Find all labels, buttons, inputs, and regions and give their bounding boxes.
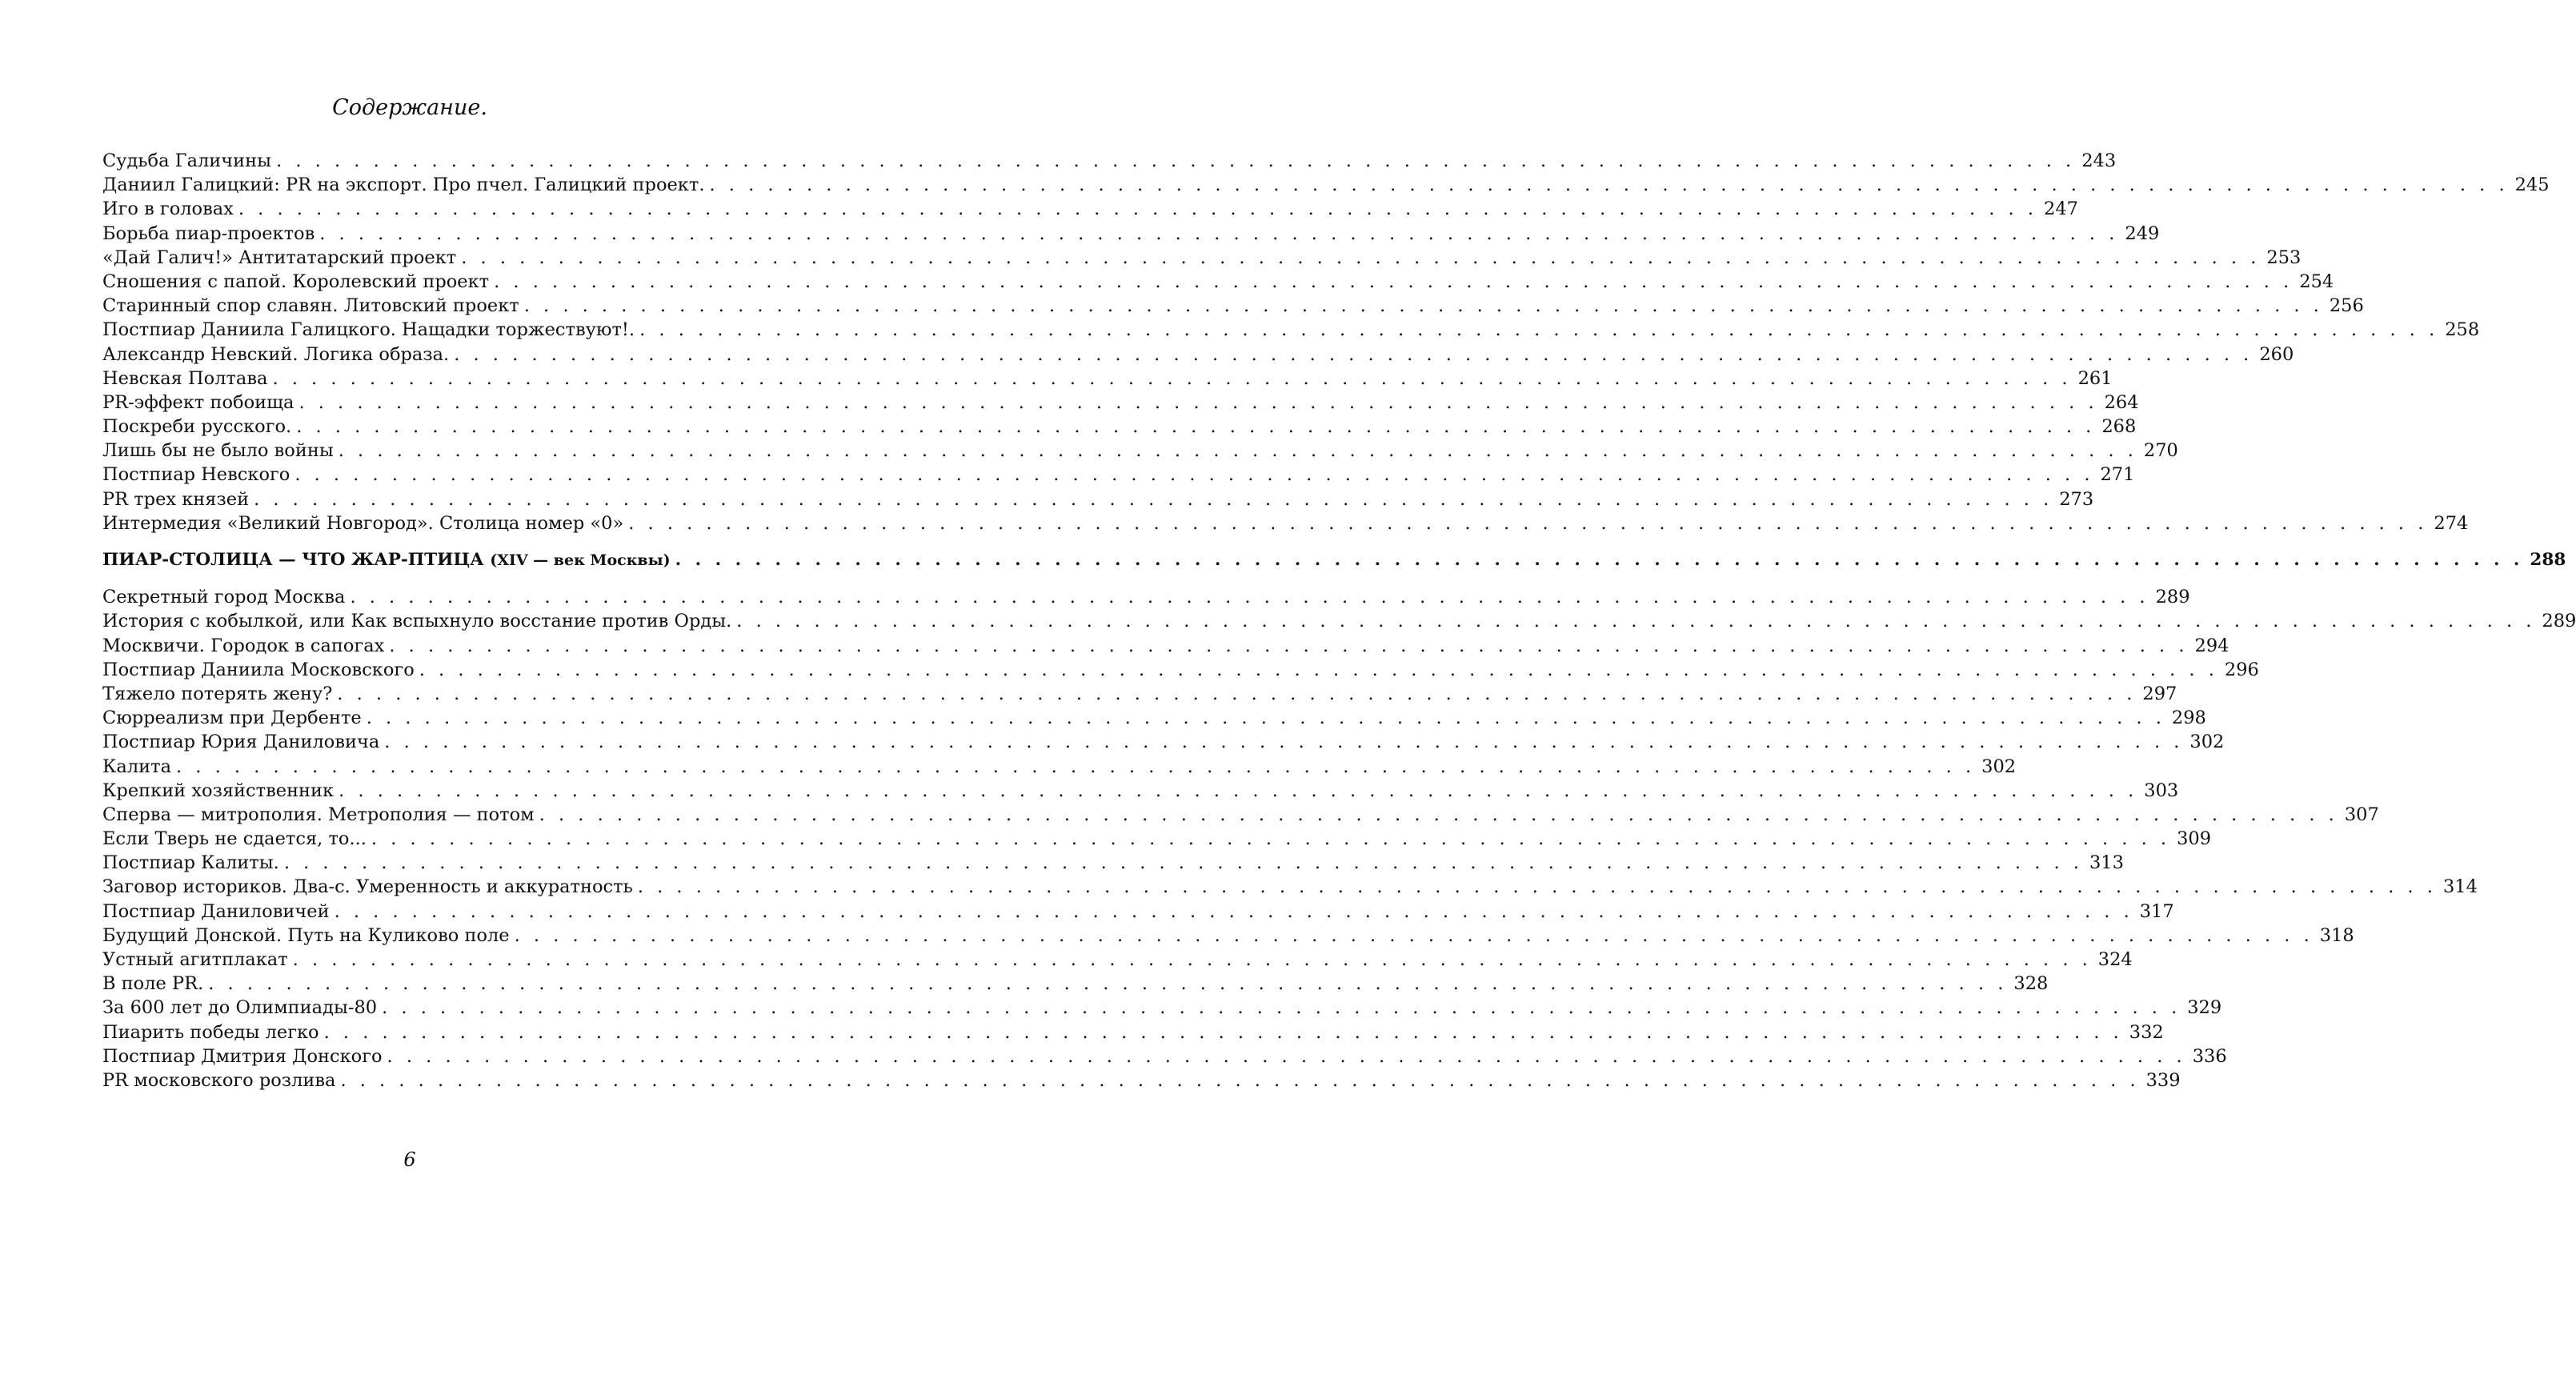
dot-leader: [290, 463, 2093, 487]
toc-entry-title: Лишь бы не было войны: [102, 440, 334, 462]
dot-leader: [535, 803, 2338, 827]
toc-entry-page: 317: [2139, 900, 2174, 922]
toc-entry-page: 302: [2189, 732, 2225, 753]
toc-entry-page: 303: [2144, 780, 2179, 801]
page-number: 6: [403, 1148, 416, 1171]
toc-entry[interactable]: [102, 851, 2124, 875]
toc-entry-title: Постпиар Даниловичей: [102, 900, 330, 922]
toc-entry-title: Постпиар Невского: [102, 464, 290, 486]
toc-entry-page: 296: [2224, 659, 2259, 680]
toc-entry-title: «Дай Галич!» Антитатарский проект: [102, 247, 457, 268]
dot-leader: [249, 487, 2053, 511]
toc-entry-page: 247: [2044, 198, 2078, 220]
dot-leader: [203, 972, 2007, 996]
dot-leader: [510, 924, 2314, 948]
toc-entry-page: 289: [2155, 587, 2190, 608]
toc-entry[interactable]: [102, 779, 2179, 803]
dot-leader: [291, 415, 2095, 439]
toc-group-moscow: [102, 585, 2576, 1092]
dot-leader: [384, 634, 2188, 658]
dot-leader: [334, 439, 2137, 463]
toc-entry-title: Сюрреализм при Дербенте: [102, 708, 362, 729]
toc-entry[interactable]: [102, 1068, 2181, 1092]
toc-entry[interactable]: [102, 415, 2137, 439]
toc-entry-title: Александр Невский. Логика образа.: [102, 343, 450, 365]
section-title-text: ПИАР-СТОЛИЦА — ЧТО ЖАР-ПТИЦА: [102, 550, 484, 570]
toc-entry-title: Москвичи. Городок в сапогах: [102, 635, 385, 656]
dot-leader: [335, 1068, 2139, 1092]
dot-leader: [519, 294, 2323, 318]
toc-entry-page: 274: [2434, 512, 2469, 534]
toc-entry[interactable]: [102, 609, 2576, 633]
toc-entry-title: Постпиар Даниила Галицкого. Нащадки торжествуют!.: [102, 319, 635, 341]
toc-entry-title: Поскреби русского.: [102, 416, 292, 438]
dot-leader: [332, 682, 2136, 706]
toc-entry-title: Будущий Донской. Путь на Куликово поле: [102, 924, 510, 946]
dot-leader: [171, 755, 1975, 779]
toc-entry-title: Сперва — митрополия. Метрополия — потом: [102, 804, 535, 825]
toc-entry[interactable]: [102, 149, 2117, 173]
toc-group-galicia: [102, 149, 2550, 535]
toc-entry-title: Постпиар Юрия Даниловича: [102, 732, 380, 753]
toc-entry-title: Постпиар Калиты.: [102, 852, 279, 874]
dot-leader: [377, 996, 2181, 1020]
dot-leader: [314, 222, 2118, 246]
dot-leader: [362, 706, 2165, 730]
dot-leader: [334, 779, 2137, 803]
toc-entry-title: Если Тверь не сдается, то...: [102, 828, 367, 850]
toc-entry-title: Крепкий хозяйственник: [102, 780, 335, 801]
toc-entry-page: 309: [2177, 828, 2212, 850]
toc-entry-page: 261: [2077, 367, 2113, 389]
toc-entry-title: Борьба пиар-проектов: [102, 222, 315, 244]
toc-entry[interactable]: [102, 318, 2480, 342]
toc-entry-page: 302: [1981, 756, 2017, 777]
dot-leader: [234, 197, 2037, 221]
toc-entry-title: PR московского розлива: [102, 1069, 336, 1091]
toc-entry-page: 307: [2344, 804, 2379, 825]
toc-entry-page: 329: [2187, 997, 2222, 1019]
toc-entry[interactable]: [102, 511, 2469, 535]
dot-leader: [279, 851, 2083, 875]
toc-entry-page: 297: [2142, 683, 2177, 704]
dot-leader: [288, 948, 2092, 972]
dot-leader: [330, 900, 2133, 924]
toc-entry-page: 339: [2145, 1069, 2181, 1091]
toc-entry[interactable]: [102, 875, 2478, 899]
toc-entry[interactable]: [102, 367, 2113, 391]
toc-entry[interactable]: [102, 1044, 2227, 1068]
toc-entry-title: Пиарить победы легко: [102, 1021, 319, 1043]
dot-leader: [635, 318, 2438, 342]
dot-leader: [294, 391, 2097, 415]
toc-entry[interactable]: [102, 900, 2174, 924]
toc-entry-page: 273: [2059, 488, 2094, 510]
dot-leader: [704, 173, 2508, 197]
toc-entry[interactable]: [102, 658, 2259, 682]
toc-entry-title: Невская Полтава: [102, 367, 268, 389]
toc-entry-title: PR трех князей: [102, 488, 250, 510]
page-title: Содержание.: [332, 95, 487, 120]
section-page-number: 288: [2530, 550, 2566, 570]
toc-entry[interactable]: [102, 634, 2229, 658]
toc-entry[interactable]: [102, 1020, 2164, 1044]
toc-entry-title: Старинный спор славян. Литовский проект: [102, 295, 519, 317]
toc-entry[interactable]: [102, 439, 2178, 463]
toc-entry[interactable]: [102, 487, 2094, 511]
toc-entry-page: 264: [2104, 391, 2139, 413]
toc-entry-page: 314: [2442, 876, 2478, 898]
toc-entry-page: 271: [2100, 464, 2135, 486]
toc-entry-page: 324: [2097, 949, 2133, 970]
toc-entry-title: Иго в головах: [102, 198, 234, 220]
dot-leader: [383, 1044, 2186, 1068]
toc-entry-page: 249: [2125, 222, 2160, 244]
dot-leader: [489, 270, 2293, 294]
toc-entry[interactable]: [102, 585, 2190, 609]
dot-leader: [345, 585, 2149, 609]
toc-entry-page: 253: [2266, 247, 2302, 268]
toc-entry-page: 328: [2013, 973, 2049, 995]
toc-entry[interactable]: [102, 270, 2334, 294]
toc-entry-title: За 600 лет до Олимпиады-80: [102, 997, 378, 1019]
toc-entry-page: 258: [2445, 319, 2480, 341]
dot-leader: [633, 875, 2437, 899]
toc-entry-page: 298: [2171, 708, 2206, 729]
toc-entry[interactable]: [102, 948, 2133, 972]
toc-entry[interactable]: [102, 173, 2550, 197]
toc-entry[interactable]: [102, 197, 2078, 221]
toc-entry-page: 245: [2514, 174, 2550, 196]
toc-entry-page: 260: [2259, 343, 2294, 365]
dot-leader: [731, 609, 2535, 633]
toc-entry-page: 313: [2089, 852, 2124, 874]
toc-entry[interactable]: [102, 924, 2354, 948]
toc-entry[interactable]: [102, 803, 2379, 827]
toc-entry[interactable]: [102, 682, 2177, 706]
table-of-contents: [102, 149, 2576, 1092]
toc-entry-title: Заговор историков. Два-с. Умеренность и аккуратность: [102, 876, 633, 898]
toc-entry-page: 256: [2329, 295, 2364, 317]
dot-leader: [456, 246, 2260, 270]
toc-entry-title: Секретный город Москва: [102, 587, 346, 608]
toc-entry-page: 336: [2192, 1045, 2227, 1067]
section-heading[interactable]: [102, 548, 2566, 572]
toc-entry[interactable]: [102, 294, 2364, 318]
toc-entry-title: Даниил Галицкий: PR на экспорт. Про пчел. Галицкий проект.: [102, 174, 705, 196]
dot-leader: [671, 548, 2524, 572]
toc-entry-page: 243: [2081, 150, 2117, 171]
toc-entry[interactable]: [102, 827, 2212, 851]
toc-entry-title: История с кобылкой, или Как вспыхнуло восстание против Орды.: [102, 611, 732, 632]
toc-entry-title: Устный агитплакат: [102, 949, 288, 970]
toc-entry-title: В поле PR.: [102, 973, 204, 995]
toc-entry[interactable]: [102, 343, 2294, 367]
toc-entry-title: PR-эффект побоища: [102, 391, 294, 413]
toc-entry-title: Постпиар Даниила Московского: [102, 659, 415, 680]
toc-entry[interactable]: [102, 222, 2160, 246]
toc-entry[interactable]: [102, 972, 2049, 996]
toc-entry-page: 294: [2194, 635, 2229, 656]
dot-leader: [271, 149, 2075, 173]
section-subtitle: (XIV — век Москвы): [490, 551, 671, 569]
toc-entry-page: 332: [2129, 1021, 2164, 1043]
toc-entry-title: Судьба Галичины: [102, 150, 272, 171]
toc-entry-title: Постпиар Дмитрия Донского: [102, 1045, 383, 1067]
section-heading-title: [102, 548, 671, 572]
toc-entry[interactable]: [102, 391, 2139, 415]
toc-entry[interactable]: [102, 463, 2135, 487]
toc-entry-page: 268: [2101, 416, 2137, 438]
dot-leader: [623, 511, 2427, 535]
toc-entry-page: 318: [2319, 924, 2354, 946]
toc-entry[interactable]: [102, 996, 2222, 1020]
toc-entry-page: 254: [2299, 271, 2334, 292]
toc-entry-title: Сношения с папой. Королевский проект: [102, 271, 490, 292]
toc-entry-page: 270: [2143, 440, 2178, 462]
dot-leader: [267, 367, 2071, 391]
toc-entry[interactable]: [102, 730, 2225, 754]
dot-leader: [319, 1020, 2123, 1044]
toc-entry[interactable]: [102, 706, 2206, 730]
toc-entry-title: Калита: [102, 756, 171, 777]
toc-entry[interactable]: [102, 246, 2302, 270]
toc-entry-title: Интермедия «Великий Новгород». Столица номер «0»: [102, 512, 624, 534]
toc-entry[interactable]: [102, 755, 2017, 779]
dot-leader: [449, 343, 2253, 367]
toc-entry-page: 289: [2542, 611, 2576, 632]
dot-leader: [367, 827, 2170, 851]
toc-entry-title: Тяжело потерять жену?: [102, 683, 333, 704]
dot-leader: [379, 730, 2183, 754]
dot-leader: [415, 658, 2218, 682]
